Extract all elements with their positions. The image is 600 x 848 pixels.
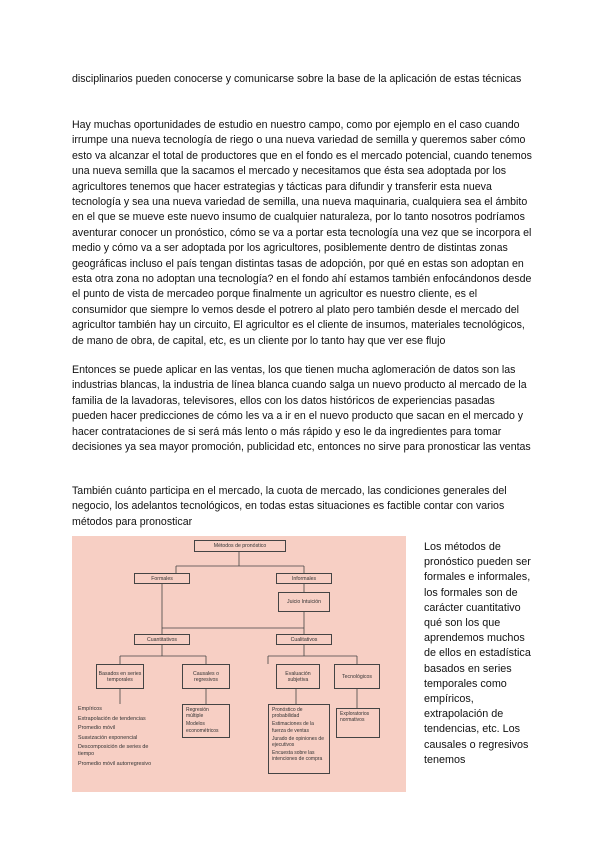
paragraph-3: Entonces se puede aplicar en las ventas, los que tienen mucha aglomeración de datos son las industrias blancas, la industria de línea blanca cuando salga un nuevo producto al mercado de la familia de la lavadoras, televisores, ellos con los datos históricos de experiencias pasadas pueden hacer predicciones de cómo les va a ir en el nuevo producto que sacan en el mercado y hacer contrataciones de si será más lento o más rápido y eso le da ingredientes para tomar decisiones ya sea mayor promoción, publicidad etc, entonces no sirve para pronosticar las ventas xyxy=(72,364,531,454)
list-item: Estimaciones de la fuerza de ventas xyxy=(272,721,314,734)
list-item: Empíricos xyxy=(78,706,102,712)
paragraph-2: Hay muchas oportunidades de estudio en nuestro campo, como por ejemplo en el caso cuando irrumpe una nueva tecnología de riego o una nueva variedad de semilla y queremos saber cómo esto va alcanzar el total de productores que en el fondo es el mercado potencial, cuando tenemos una nueva semilla que la sacamos el mercado y necesitamos que ésta sea adoptada por los agricultores tenemos que hacer estrategias y tácticas para difundir y transferir esta nueva tecnología y sea una nueva variedad de semilla, una nueva maquinaria, cualquiera sea el ámbito en el que se mueve este nuevo insumo de cualquier naturaleza, por lo tanto nosotros podríamos aventurar conocer un pronóstico, cómo se va a portar esta tecnología una vez que se incorpora el medio y cómo va a ser adoptada por los agricultores, posiblemente dentro de distintas zonas geográficas incluso el país tengan distintas tasas de adopción, por qué en estas son adoptan en esta otra zona no adoptan una tecnología? en el fondo ahí estamos también enfocándonos desde el punto de vista de mercadeo porque finalmente un agricultor es nuestro cliente, es el consumidor que siempre lo vemos desde el potrero al plato pero también desde el mercado del agricultor también hay un circuito, El agricultor es el cliente de insumos, materiales tecnológicos, de mano de obra, de capital, etc, es un cliente por lo tanto hay que ver ese flujo xyxy=(72,119,532,347)
connector-cualitativos xyxy=(268,645,357,664)
connector-cuantitativos xyxy=(120,645,206,664)
connector-root xyxy=(176,552,304,573)
side-paragraph: Los métodos de pronóstico pueden ser formales e informales, los formales son de carácter cuantitativo qué son los que aprendemos muchos de ellos en estadística basados en series temporales como empíricos, extrapolación de tendencias, etc. Los causales o regresivos tenemos xyxy=(424,541,531,766)
node-formales: Formales xyxy=(134,573,190,584)
evaluacion-methods-list xyxy=(268,704,330,774)
list-item: Descomposición de series de tiempo xyxy=(78,744,149,757)
node-root: Métodos de pronóstico xyxy=(194,540,286,552)
tecnologicos-methods-list xyxy=(336,708,380,738)
node-tecnologicos: Tecnológicos xyxy=(334,664,380,689)
series-methods-list xyxy=(78,706,162,770)
list-item: Suavización exponencial xyxy=(78,734,138,741)
paragraph-1: disciplinarios pueden conocerse y comunicarse sobre la base de la aplicación de estas técnicas xyxy=(72,73,522,85)
list-item: Extrapolación de tendencias xyxy=(78,715,146,722)
causales-methods-list xyxy=(182,704,230,738)
node-series: Basados en series temporales xyxy=(96,664,144,689)
paragraph-4: También cuánto participa en el mercado, la cuota de mercado, las condiciones generales del negocio, los adelantos tecnológicos, en todas estas situaciones es factible contar con varios métodos para pronosticar xyxy=(72,485,507,528)
list-item: Exploratorios normativos xyxy=(340,711,370,724)
node-informales: Informales xyxy=(276,573,332,584)
list-item: Promedio móvil xyxy=(78,725,116,732)
list-item: Regresión múltiple xyxy=(186,707,209,720)
list-item: Jurado de opiniones de ejecutivos xyxy=(272,735,324,749)
forecasting-methods-diagram xyxy=(72,536,406,792)
node-evaluacion: Evaluación subjetiva xyxy=(276,664,320,689)
list-item: Pronóstico de probabilidad xyxy=(272,707,303,720)
node-juicio: Juicio Intuición xyxy=(278,592,330,612)
list-item: Modelos econométricos xyxy=(186,721,219,734)
node-cuantitativos: Cuantitativos xyxy=(134,634,190,645)
node-cualitativos: Cualitativos xyxy=(276,634,332,645)
list-item: Promedio móvil autorregresivo xyxy=(78,760,152,767)
list-item: Encuesta sobre las intenciones de compra xyxy=(272,750,323,763)
node-causales: Causales o regresivos xyxy=(182,664,230,689)
